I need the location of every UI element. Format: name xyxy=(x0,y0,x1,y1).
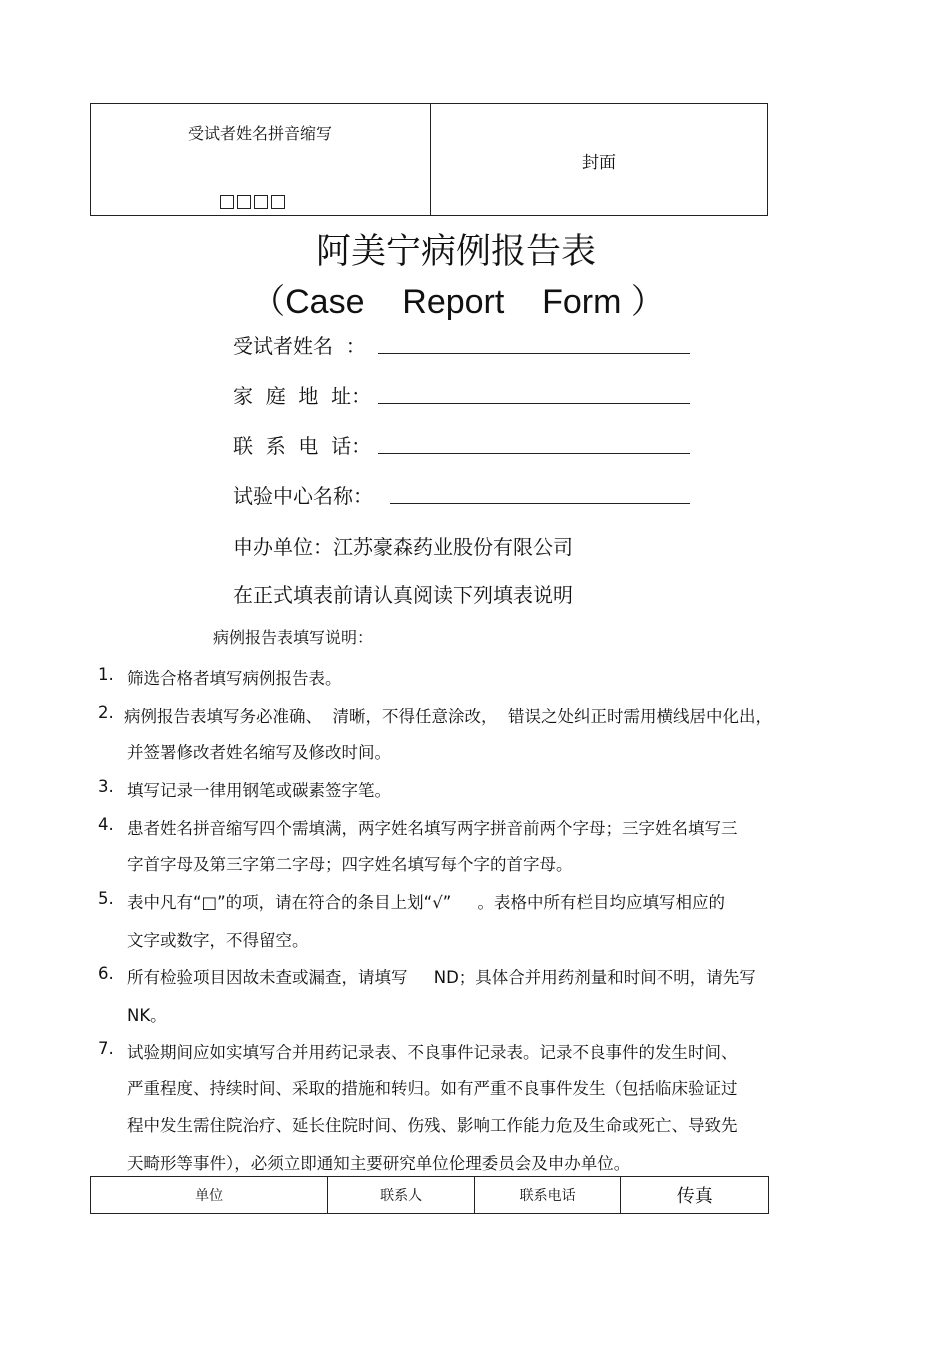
initials-boxes xyxy=(220,192,294,212)
instruction-number: 2. xyxy=(98,703,114,722)
cover-label: 封面 xyxy=(582,153,616,173)
initial-box-3[interactable] xyxy=(254,195,268,209)
address-label: 家 庭 地 址： xyxy=(233,384,372,408)
initial-box-1[interactable] xyxy=(220,195,234,209)
form-title-en: （Case Report Form ） xyxy=(251,283,665,321)
center-name-label: 试验中心名称： xyxy=(233,484,373,508)
instruction-line: 筛选合格者填写病例报告表。 xyxy=(127,669,342,688)
instruction-line: 填写记录一律用钢笔或碳素签字笔。 xyxy=(127,781,391,800)
table-header-phone: 联系电话 xyxy=(475,1177,622,1213)
table-header-unit: 单位 xyxy=(91,1177,328,1213)
subject-name-field[interactable] xyxy=(378,353,690,354)
instruction-line: 并签署修改者姓名缩写及修改时间。 xyxy=(127,743,391,762)
instruction-line: 病例报告表填写务必准确、 清晰，不得任意涂改， 错误之处纠正时需用横线居中化出， xyxy=(124,707,772,726)
instruction-line: 患者姓名拼音缩写四个需填满，两字姓名填写两字拼音前两个字母；三字姓名填写三 xyxy=(127,819,738,838)
initial-box-4[interactable] xyxy=(271,195,285,209)
instruction-line: 严重程度、持续时间、采取的措施和转归。如有严重不良事件发生（包括临床验证过 xyxy=(127,1079,738,1098)
initials-label: 受试者姓名拼音缩写 xyxy=(187,124,332,143)
table-header-contact: 联系人 xyxy=(328,1177,475,1213)
instruction-line: 字首字母及第三字第二字母；四字姓名填写每个字的首字母。 xyxy=(127,855,573,874)
table-header-fax: 传真 xyxy=(676,1186,713,1207)
instruction-line: 试验期间应如实填写合并用药记录表、不良事件记录表。记录不良事件的发生时间、 xyxy=(127,1043,738,1062)
instruction-number: 4. xyxy=(98,815,114,834)
notice-text: 在正式填表前请认真阅读下列填表说明 xyxy=(233,583,573,607)
form-title: 阿美宁病例报告表 xyxy=(315,232,596,272)
instruction-line: 所有检验项目因故未查或漏查，请填写 ND；具体合并用药剂量和时间不明，请先写 xyxy=(127,968,756,987)
phone-label: 联 系 电 话： xyxy=(233,434,372,458)
instruction-line: NK。 xyxy=(127,1006,167,1025)
instruction-number: 6. xyxy=(98,964,114,983)
instruction-line: 文字或数字，不得留空。 xyxy=(127,931,309,950)
instruction-line: 天畸形等事件），必须立即通知主要研究单位伦理委员会及申办单位。 xyxy=(127,1154,631,1173)
phone-field[interactable] xyxy=(378,453,690,454)
instruction-number: 7. xyxy=(98,1039,114,1058)
instruction-number: 3. xyxy=(98,777,114,796)
center-name-field[interactable] xyxy=(390,503,690,504)
address-field[interactable] xyxy=(378,403,690,404)
instruction-number: 1. xyxy=(98,665,114,684)
instructions-heading: 病例报告表填写说明： xyxy=(213,628,374,647)
instruction-line: 表中凡有“□”的项，请在符合的条目上划“√” 。表格中所有栏目均应填写相应的 xyxy=(127,893,726,912)
initial-box-2[interactable] xyxy=(237,195,251,209)
instruction-number: 5. xyxy=(98,889,114,908)
subject-name-label: 受试者姓名 ： xyxy=(233,334,366,358)
sponsor-text: 申办单位：江苏豪森药业股份有限公司 xyxy=(233,535,573,559)
contact-table xyxy=(90,1176,769,1214)
instruction-line: 程中发生需住院治疗、延长住院时间、伤残、影响工作能力危及生命或死亡、导致先 xyxy=(127,1116,738,1135)
